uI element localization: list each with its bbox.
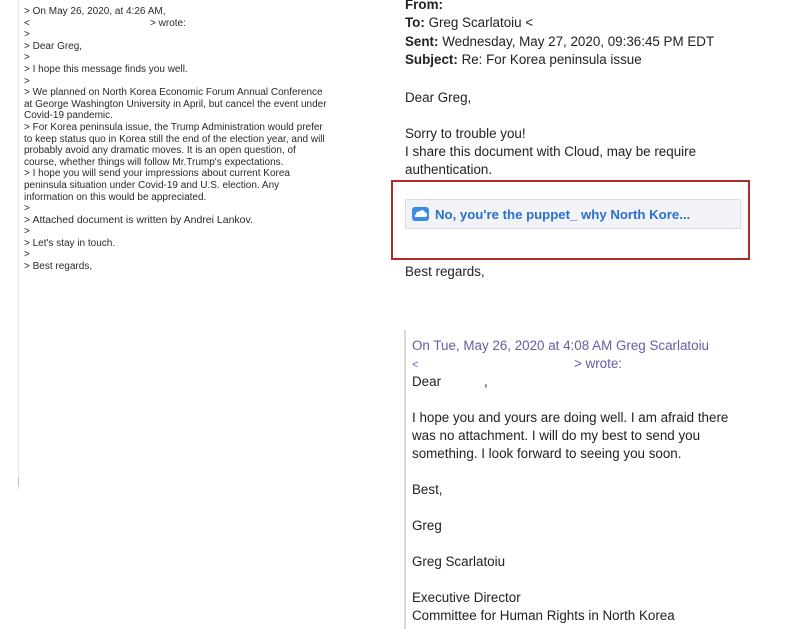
left-line: > Attached document is written by Andrei Lankov. — [24, 213, 253, 226]
quote-body-line: was no attachment. I will do my best to send you — [412, 428, 701, 443]
left-line: probably avoid any dramatic moves. It is an open question, of — [24, 145, 296, 157]
left-line: > I hope you will send your impressions about current Korea — [24, 168, 290, 180]
quote-fullname: Greg Scarlatoiu — [412, 554, 506, 569]
body-line: authentication. — [405, 162, 493, 177]
left-line: > — [24, 203, 30, 215]
body-line: Sorry to trouble you! — [405, 126, 526, 141]
left-line: course, whether things will follow Mr.Trump's expectations. — [24, 156, 284, 168]
left-line: information on this would be appreciated. — [24, 191, 207, 203]
left-line: > We planned on North Korea Economic Forum Annual Conference — [24, 87, 323, 99]
quote-rule — [18, 0, 19, 490]
quote-dear-row — [412, 374, 512, 389]
from-row — [405, 0, 443, 14]
left-line: > — [24, 249, 30, 261]
left-line: > — [24, 52, 30, 64]
quote-org: Committee for Human Rights in North Korea — [412, 608, 675, 623]
left-line: to keep status quo in Korea still the end of the election year, and will — [24, 133, 325, 145]
quote-body-line: something. I look forward to seeing you soon. — [412, 446, 682, 461]
from-label: From: — [405, 0, 443, 12]
to-label: To: — [405, 15, 425, 30]
left-line: Covid-19 pandemic. — [24, 110, 113, 122]
left-line: > Best regards, — [24, 261, 93, 273]
sent-label: Sent: — [405, 34, 439, 49]
quote-body-line: I hope you and yours are doing well. I am afraid there — [412, 410, 729, 425]
quote-title: Executive Director — [412, 590, 521, 605]
cloud-link-text[interactable]: No, you're the puppet_ why North Kore... — [435, 206, 691, 222]
sent-row — [405, 33, 714, 51]
cloud-icon — [412, 207, 429, 221]
quote-lt: < — [412, 359, 419, 371]
quote-best: Best, — [412, 482, 443, 497]
left-line: at George Washington University in April, but cancel the event under — [24, 98, 327, 110]
quote-address-row — [412, 356, 652, 371]
quote-wrote: > wrote: — [574, 356, 623, 371]
to-row — [405, 14, 533, 32]
left-line: > — [24, 29, 30, 41]
quote-comma: , — [484, 374, 488, 389]
left-line: > For Korea peninsula issue, the Trump Administration would prefer — [24, 121, 323, 133]
to-value[interactable]: Greg Scarlatoiu < — [428, 15, 534, 30]
quote-dear: Dear — [412, 374, 442, 389]
left-line: > — [24, 75, 30, 87]
quote-rule-tick — [18, 478, 19, 486]
body-line: I share this document with Cloud, may be require — [405, 144, 697, 159]
subject-row — [405, 51, 642, 69]
subject-label: Subject: — [405, 52, 458, 67]
signoff: Best regards, — [405, 264, 485, 279]
quote-header: On Tue, May 26, 2020 at 4:08 AM Greg Scarlatoiu — [412, 338, 709, 353]
quote-bar — [404, 330, 406, 629]
left-line: < > wrote: — [24, 17, 186, 29]
sent-value: Wednesday, May 27, 2020, 09:36:45 PM EDT — [442, 34, 715, 49]
greeting: Dear Greg, — [405, 90, 472, 105]
subject-value: Re: For Korea peninsula issue — [461, 52, 642, 67]
quote-greg: Greg — [412, 518, 442, 533]
left-email-quote — [0, 0, 380, 629]
left-line: > Dear Greg, — [24, 40, 83, 52]
left-wrote: > wrote: — [150, 17, 186, 29]
cloud-link-card[interactable] — [405, 199, 741, 229]
left-line: > I hope this message finds you well. — [24, 63, 188, 75]
left-line: peninsula situation under Covid-19 and U.S. election. Any — [24, 179, 280, 191]
left-quoted-text — [24, 6, 376, 273]
left-line: > — [24, 226, 30, 238]
left-line: > Let's stay in touch. — [24, 237, 116, 249]
left-line: > On May 26, 2020, at 4:26 AM, — [24, 6, 166, 17]
